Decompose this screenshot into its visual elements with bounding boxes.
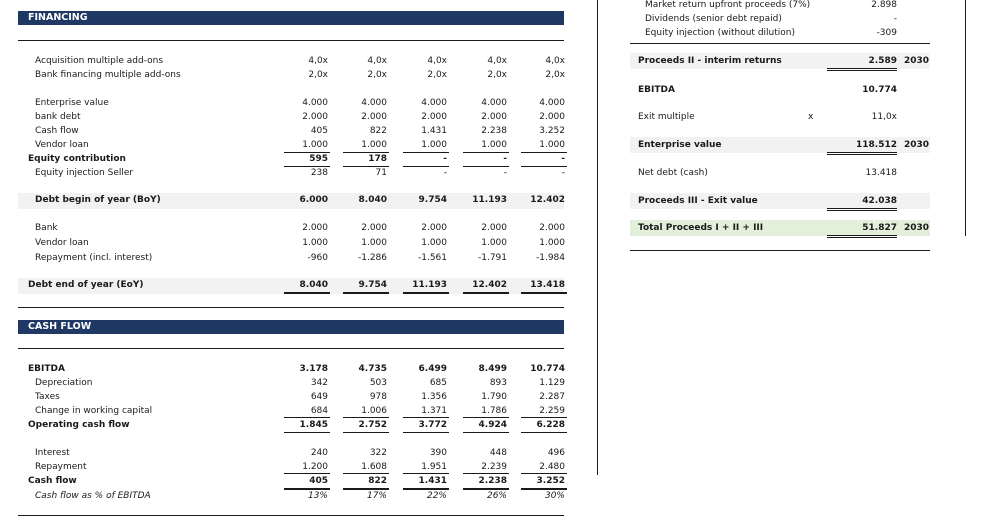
cell-value: 684 bbox=[310, 406, 328, 416]
returns-row bbox=[0, 27, 1005, 40]
cell-value: 822 bbox=[369, 126, 387, 136]
divider bbox=[403, 473, 449, 474]
cell-value: 2.000 bbox=[302, 223, 328, 233]
cell-value: 12.402 bbox=[530, 195, 565, 205]
cell-value: 1.608 bbox=[361, 462, 387, 472]
row-label: Equity injection Seller bbox=[35, 168, 134, 178]
row-label: Vendor loan bbox=[35, 140, 89, 150]
cell-value: 2,0x bbox=[367, 70, 387, 80]
row-label: Operating cash flow bbox=[28, 420, 130, 430]
table-row bbox=[0, 237, 1005, 250]
row-value: 10.774 bbox=[862, 85, 897, 95]
cell-value: 1.431 bbox=[421, 126, 447, 136]
cell-value: - bbox=[443, 154, 447, 164]
returns-row bbox=[0, 0, 1005, 12]
cell-value: 2.000 bbox=[539, 223, 565, 233]
row-label: bank debt bbox=[35, 112, 81, 122]
divider bbox=[521, 292, 567, 294]
cell-value: 893 bbox=[489, 378, 507, 388]
operator-label: x bbox=[808, 112, 814, 122]
divider bbox=[343, 152, 389, 153]
row-label: Equity contribution bbox=[28, 154, 126, 164]
divider bbox=[18, 515, 564, 516]
cell-value: -1.561 bbox=[417, 253, 447, 263]
cashflow-pct-row bbox=[0, 490, 1005, 503]
divider bbox=[403, 152, 449, 153]
table-row bbox=[0, 97, 1005, 110]
divider bbox=[343, 473, 389, 474]
row-label: EBITDA bbox=[28, 364, 65, 374]
cell-value: 685 bbox=[429, 378, 447, 388]
cell-value: 390 bbox=[429, 448, 447, 458]
cell-value: 1.000 bbox=[539, 238, 565, 248]
row-label: Enterprise value bbox=[638, 140, 722, 150]
row-label: EBITDA bbox=[638, 85, 675, 95]
divider bbox=[463, 432, 509, 433]
cashflow-title: CASH FLOW bbox=[28, 321, 92, 332]
divider bbox=[343, 432, 389, 433]
table-row bbox=[0, 377, 1005, 390]
table-row bbox=[0, 391, 1005, 404]
exit-multiple-row bbox=[0, 111, 1005, 124]
cell-value: 3.252 bbox=[536, 476, 565, 486]
cell-value: 649 bbox=[310, 392, 328, 402]
row-value: -309 bbox=[876, 28, 897, 38]
cell-value: 1.006 bbox=[361, 406, 387, 416]
row-value: - bbox=[893, 14, 897, 24]
row-label: Taxes bbox=[35, 392, 60, 402]
row-value: 2.589 bbox=[827, 55, 897, 71]
divider bbox=[284, 152, 330, 153]
cell-value: -1.286 bbox=[357, 253, 387, 263]
cell-value: 2.238 bbox=[481, 126, 507, 136]
cell-value: 3.772 bbox=[418, 420, 447, 430]
cell-value: 1.000 bbox=[481, 238, 507, 248]
cell-value: 1.431 bbox=[418, 476, 447, 486]
cell-value: 2.238 bbox=[478, 476, 507, 486]
cell-value: 595 bbox=[309, 154, 328, 164]
divider bbox=[403, 432, 449, 433]
enterprise-value-row bbox=[0, 139, 1005, 152]
row-label: Cash flow as % of EBITDA bbox=[35, 491, 151, 501]
divider bbox=[284, 417, 330, 418]
proceeds-3-row bbox=[0, 195, 1005, 208]
cell-value: 4.924 bbox=[478, 420, 507, 430]
cell-value: 1.000 bbox=[302, 140, 328, 150]
row-value: 11,0x bbox=[871, 112, 897, 122]
row-label: Enterprise value bbox=[35, 98, 109, 108]
cell-value: 1.371 bbox=[421, 406, 447, 416]
cell-value: 4.000 bbox=[481, 98, 507, 108]
cell-value: 11.193 bbox=[472, 195, 507, 205]
row-label: Bank financing multiple add-ons bbox=[35, 70, 181, 80]
cell-value: 26% bbox=[486, 491, 507, 501]
cell-value: 2.000 bbox=[481, 112, 507, 122]
cell-value: 12.402 bbox=[472, 280, 507, 290]
cell-value: 1.790 bbox=[481, 392, 507, 402]
cell-value: 2.000 bbox=[421, 223, 447, 233]
divider bbox=[403, 292, 449, 294]
cell-value: 3.178 bbox=[299, 364, 328, 374]
cell-value: 178 bbox=[368, 154, 387, 164]
cell-value: 8.040 bbox=[299, 280, 328, 290]
divider bbox=[18, 40, 564, 41]
cell-value: 1.000 bbox=[302, 238, 328, 248]
cell-value: 4,0x bbox=[427, 56, 447, 66]
divider bbox=[403, 417, 449, 418]
divider bbox=[284, 432, 330, 433]
cell-value: 30% bbox=[544, 491, 565, 501]
row-label: Acquisition multiple add-ons bbox=[35, 56, 164, 66]
row-label: Debt begin of year (BoY) bbox=[35, 195, 161, 205]
cell-value: 1.786 bbox=[481, 406, 507, 416]
cell-value: 2.259 bbox=[539, 406, 565, 416]
cell-value: 1.845 bbox=[299, 420, 328, 430]
cell-value: 496 bbox=[547, 448, 565, 458]
year-label: 2030 bbox=[904, 56, 930, 66]
cell-value: 4.000 bbox=[302, 98, 328, 108]
row-label: Dividends (senior debt repaid) bbox=[645, 14, 782, 24]
cell-value: 1.000 bbox=[361, 140, 387, 150]
year-label: 2030 bbox=[904, 140, 930, 150]
operating-cashflow-row bbox=[0, 419, 1005, 432]
cell-value: -1.984 bbox=[535, 253, 565, 263]
row-label: Cash flow bbox=[35, 126, 79, 136]
cell-value: 1.000 bbox=[421, 238, 447, 248]
cell-value: 822 bbox=[368, 476, 387, 486]
divider bbox=[521, 417, 567, 418]
cell-value: -1.791 bbox=[477, 253, 507, 263]
row-value: 2.898 bbox=[871, 0, 897, 10]
row-value: 13.418 bbox=[865, 168, 897, 178]
cell-value: 240 bbox=[310, 448, 328, 458]
divider bbox=[521, 473, 567, 474]
cashflow-header bbox=[18, 320, 564, 334]
cell-value: 2,0x bbox=[308, 70, 328, 80]
cell-value: 4,0x bbox=[545, 56, 565, 66]
cell-value: 8.499 bbox=[478, 364, 507, 374]
cell-value: 4,0x bbox=[487, 56, 507, 66]
row-label: Total Proceeds I + II + III bbox=[638, 223, 764, 233]
cell-value: 4.000 bbox=[361, 98, 387, 108]
cell-value: 9.754 bbox=[358, 280, 387, 290]
cell-value: 2.000 bbox=[302, 112, 328, 122]
divider bbox=[463, 292, 509, 294]
cell-value: -960 bbox=[307, 253, 328, 263]
divider bbox=[343, 417, 389, 418]
row-label: Proceeds II - interim returns bbox=[638, 56, 782, 66]
divider bbox=[630, 43, 930, 44]
cell-value: 238 bbox=[310, 168, 328, 178]
returns-row bbox=[0, 13, 1005, 26]
cell-value: 13.418 bbox=[530, 280, 565, 290]
row-label: Net debt (cash) bbox=[638, 168, 708, 178]
cell-value: 2.752 bbox=[358, 420, 387, 430]
proceeds-2-row bbox=[0, 55, 1005, 68]
cell-value: 2.239 bbox=[481, 462, 507, 472]
cell-value: 10.774 bbox=[530, 364, 565, 374]
cell-value: 8.040 bbox=[358, 195, 387, 205]
debt-end-row bbox=[0, 279, 1005, 292]
cell-value: 1.000 bbox=[421, 140, 447, 150]
cell-value: - bbox=[561, 154, 565, 164]
divider bbox=[284, 292, 330, 294]
cell-value: 405 bbox=[309, 476, 328, 486]
cell-value: 2.000 bbox=[539, 112, 565, 122]
divider bbox=[463, 152, 509, 153]
cell-value: 1.000 bbox=[481, 140, 507, 150]
divider bbox=[630, 250, 930, 251]
row-value: 51.827 bbox=[827, 222, 897, 238]
row-label: Repayment bbox=[35, 462, 87, 472]
cell-value: - bbox=[443, 168, 447, 178]
divider bbox=[284, 473, 330, 474]
divider bbox=[18, 307, 564, 308]
cell-value: 3.252 bbox=[539, 126, 565, 136]
cell-value: 448 bbox=[489, 448, 507, 458]
cell-value: 6.000 bbox=[299, 195, 328, 205]
row-label: Market return upfront proceeds (7%) bbox=[645, 0, 811, 10]
vertical-divider bbox=[597, 0, 598, 475]
cell-value: 1.200 bbox=[302, 462, 328, 472]
total-proceeds-row bbox=[0, 222, 1005, 235]
table-row bbox=[0, 447, 1005, 460]
cell-value: 2.287 bbox=[539, 392, 565, 402]
row-label: Exit multiple bbox=[638, 112, 695, 122]
row-value: 118.512 bbox=[827, 139, 897, 155]
cell-value: 2.000 bbox=[481, 223, 507, 233]
cell-value: 4.735 bbox=[358, 364, 387, 374]
cell-value: 405 bbox=[310, 126, 328, 136]
cell-value: 4,0x bbox=[367, 56, 387, 66]
cell-value: - bbox=[503, 168, 507, 178]
cell-value: 1.129 bbox=[539, 378, 565, 388]
table-row bbox=[0, 252, 1005, 265]
cell-value: 2,0x bbox=[427, 70, 447, 80]
cell-value: 322 bbox=[369, 448, 387, 458]
cell-value: 6.228 bbox=[536, 420, 565, 430]
cell-value: 4.000 bbox=[421, 98, 447, 108]
cell-value: 342 bbox=[310, 378, 328, 388]
cell-value: 71 bbox=[375, 168, 387, 178]
cell-value: 1.356 bbox=[421, 392, 447, 402]
divider bbox=[463, 473, 509, 474]
year-label: 2030 bbox=[904, 223, 930, 233]
financing-title: FINANCING bbox=[28, 12, 88, 23]
cell-value: 11.193 bbox=[412, 280, 447, 290]
cell-value: 6.499 bbox=[418, 364, 447, 374]
cashflow-row bbox=[0, 475, 1005, 488]
cell-value: 503 bbox=[369, 378, 387, 388]
cell-value: 2,0x bbox=[545, 70, 565, 80]
cell-value: 9.754 bbox=[418, 195, 447, 205]
cell-value: 17% bbox=[366, 491, 387, 501]
cell-value: 2,0x bbox=[487, 70, 507, 80]
cell-value: 1.000 bbox=[361, 238, 387, 248]
divider bbox=[521, 432, 567, 433]
cell-value: 2.000 bbox=[421, 112, 447, 122]
row-label: Bank bbox=[35, 223, 58, 233]
divider bbox=[343, 292, 389, 294]
cell-value: 1.000 bbox=[539, 140, 565, 150]
row-label: Debt end of year (EoY) bbox=[28, 280, 144, 290]
row-label: Vendor loan bbox=[35, 238, 89, 248]
divider bbox=[463, 417, 509, 418]
row-label: Proceeds III - Exit value bbox=[638, 196, 758, 206]
row-label: Cash flow bbox=[28, 476, 77, 486]
row-label: Interest bbox=[35, 448, 70, 458]
cell-value: 978 bbox=[369, 392, 387, 402]
cell-value: 2.480 bbox=[539, 462, 565, 472]
ebitda-row bbox=[0, 363, 1005, 376]
cell-value: - bbox=[503, 154, 507, 164]
row-label: Equity injection (without dilution) bbox=[645, 28, 795, 38]
cell-value: 2.000 bbox=[361, 112, 387, 122]
cell-value: 22% bbox=[426, 491, 447, 501]
divider bbox=[18, 348, 564, 349]
row-label: Repayment (incl. interest) bbox=[35, 253, 153, 263]
cell-value: - bbox=[561, 168, 565, 178]
cell-value: 13% bbox=[307, 491, 328, 501]
cell-value: 4.000 bbox=[539, 98, 565, 108]
cell-value: 2.000 bbox=[361, 223, 387, 233]
divider bbox=[521, 152, 567, 153]
cell-value: 4,0x bbox=[308, 56, 328, 66]
cell-value: 1.951 bbox=[421, 462, 447, 472]
row-label: Change in working capital bbox=[35, 406, 153, 416]
ebitda-row bbox=[0, 84, 1005, 97]
net-debt-row bbox=[0, 167, 1005, 180]
row-value: 42.038 bbox=[827, 195, 897, 211]
row-label: Depreciation bbox=[35, 378, 93, 388]
